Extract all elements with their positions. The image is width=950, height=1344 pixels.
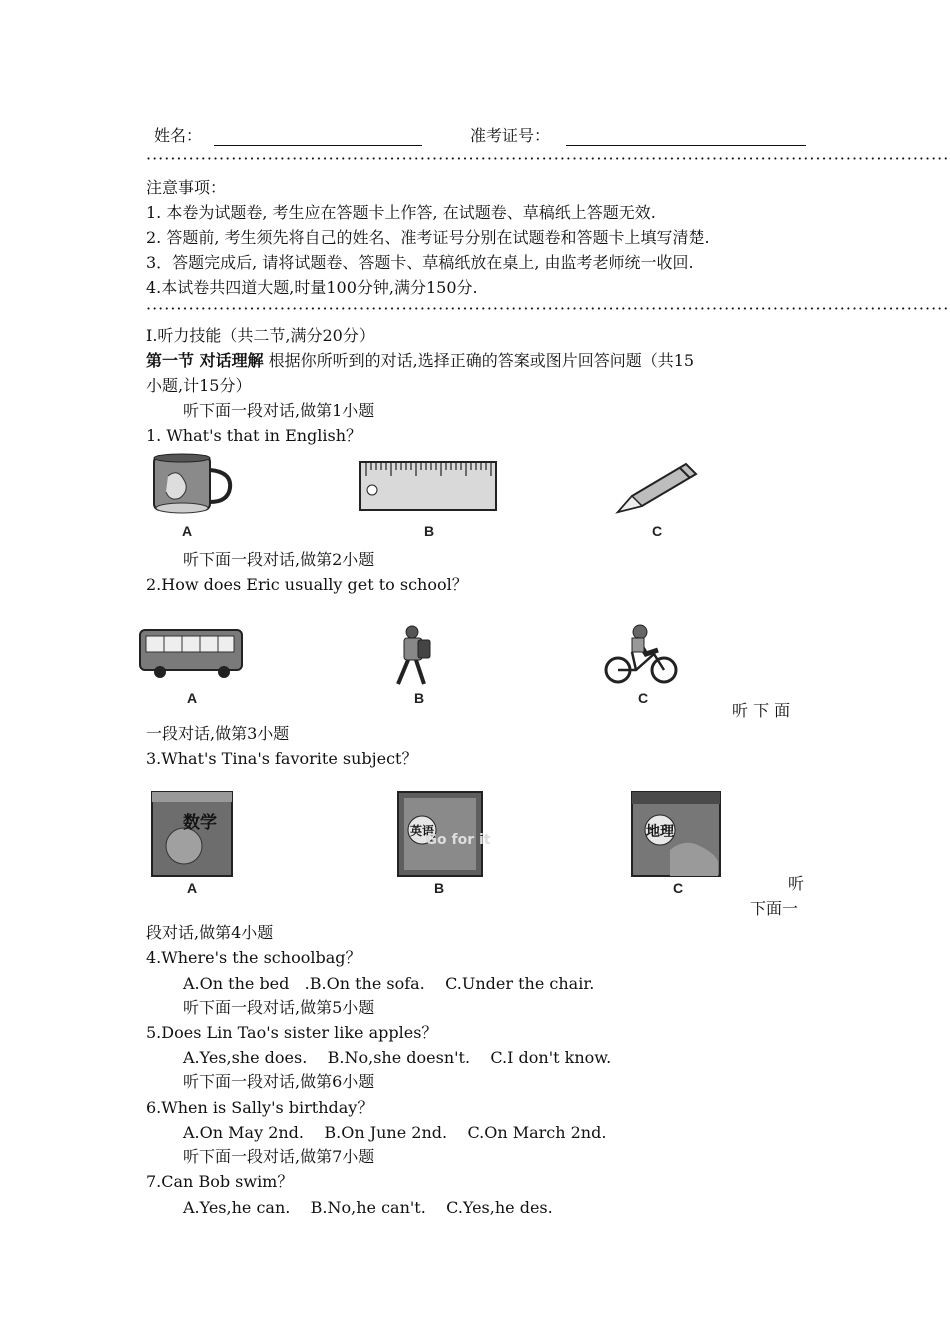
notice-item-2: 2. 答题前, 考生须先将自己的姓名、准考证号分别在试题卷和答题卡上填写清楚. [146,228,710,247]
cyclist-icon[interactable] [604,624,680,686]
dotted-divider-top: ···································································································································· [146,149,950,168]
exam-id-label: 准考证号： [470,126,551,145]
part1-instructions-cont: 小题,计15分） [146,376,252,395]
q4-text: 4.Where's the schoolbag？ [146,948,362,967]
q1-label-a: A [182,523,193,539]
mug-icon[interactable] [150,452,238,516]
q1-intro: 听下面一段对话,做第1小题 [183,401,375,420]
q5-intro: 听下面一段对话,做第5小题 [183,998,375,1017]
english-book-icon[interactable] [396,790,491,878]
q1-text: 1. What's that in English？ [146,426,363,445]
q3-label-b: B [434,880,445,896]
q1-label-b: B [424,523,435,539]
part1-bold-title: 第一节 对话理解 [146,351,264,370]
english-book-title: 英语 [409,824,435,838]
notice-item-1: 1. 本卷为试题卷, 考生应在答题卡上作答, 在试题卷、草稿纸上答题无效. [146,203,656,222]
q5-options: A.Yes,she does. B.No,she doesn't. C.I don't know. [183,1048,612,1067]
q6-options: A.On May 2nd. B.On June 2nd. C.On March 2nd. [183,1123,607,1142]
q7-intro: 听下面一段对话,做第7小题 [183,1147,375,1166]
q4-intro-part2: 下面一 [750,899,799,918]
bus-icon[interactable] [138,626,244,680]
name-blank[interactable] [214,145,422,146]
part1-heading [146,351,694,371]
q7-options: A.Yes,he can. B.No,he can't. C.Yes,he des. [183,1198,553,1217]
exam-id-blank[interactable] [566,145,806,146]
section-title: I.听力技能（共二节,满分20分） [146,326,375,345]
notice-item-4: 4.本试卷共四道大题,时量100分钟,满分150分. [146,278,478,297]
geography-book-title: 地理 [646,824,674,840]
q3-intro-part2: 一段对话,做第3小题 [146,724,290,743]
q4-options: A.On the bed .B.On the sofa. C.Under the chair. [183,974,595,993]
walking-student-icon[interactable] [388,624,438,688]
q3-text: 3.What's Tina's favorite subject？ [146,749,418,768]
q2-label-c: C [638,690,649,706]
geography-book-icon[interactable] [630,790,722,878]
english-book-deco: Go for it [425,832,491,848]
q7-text: 7.Can Bob swim？ [146,1172,294,1191]
dotted-divider-bottom: ···································································································································· [146,299,950,318]
pencil-icon[interactable] [612,458,702,516]
q6-intro: 听下面一段对话,做第6小题 [183,1072,375,1091]
part1-instructions: 根据你所听到的对话,选择正确的答案或图片回答问题（共15 [263,351,695,370]
notice-title: 注意事项： [146,178,227,197]
q2-label-a: A [187,690,198,706]
q3-label-a: A [187,880,198,896]
q2-label-b: B [414,690,425,706]
q3-label-c: C [673,880,684,896]
q1-label-c: C [652,523,663,539]
name-label: 姓名： [154,126,203,145]
q6-text: 6.When is Sally's birthday？ [146,1098,374,1117]
q2-text: 2.How does Eric usually get to school？ [146,575,468,594]
q4-intro-part1: 听 [788,874,805,893]
math-book-title: 数学 [183,813,217,833]
ruler-icon[interactable] [358,460,498,512]
q3-intro-part1: 听 下 面 [732,701,791,720]
q2-intro: 听下面一段对话,做第2小题 [183,550,375,569]
notice-item-3: 3．答题完成后, 请将试题卷、答题卡、草稿纸放在桌上, 由监考老师统一收回. [146,253,694,272]
q4-intro-part3: 段对话,做第4小题 [146,923,274,942]
math-book-icon[interactable] [150,790,234,878]
q5-text: 5.Does Lin Tao's sister like apples？ [146,1023,438,1042]
